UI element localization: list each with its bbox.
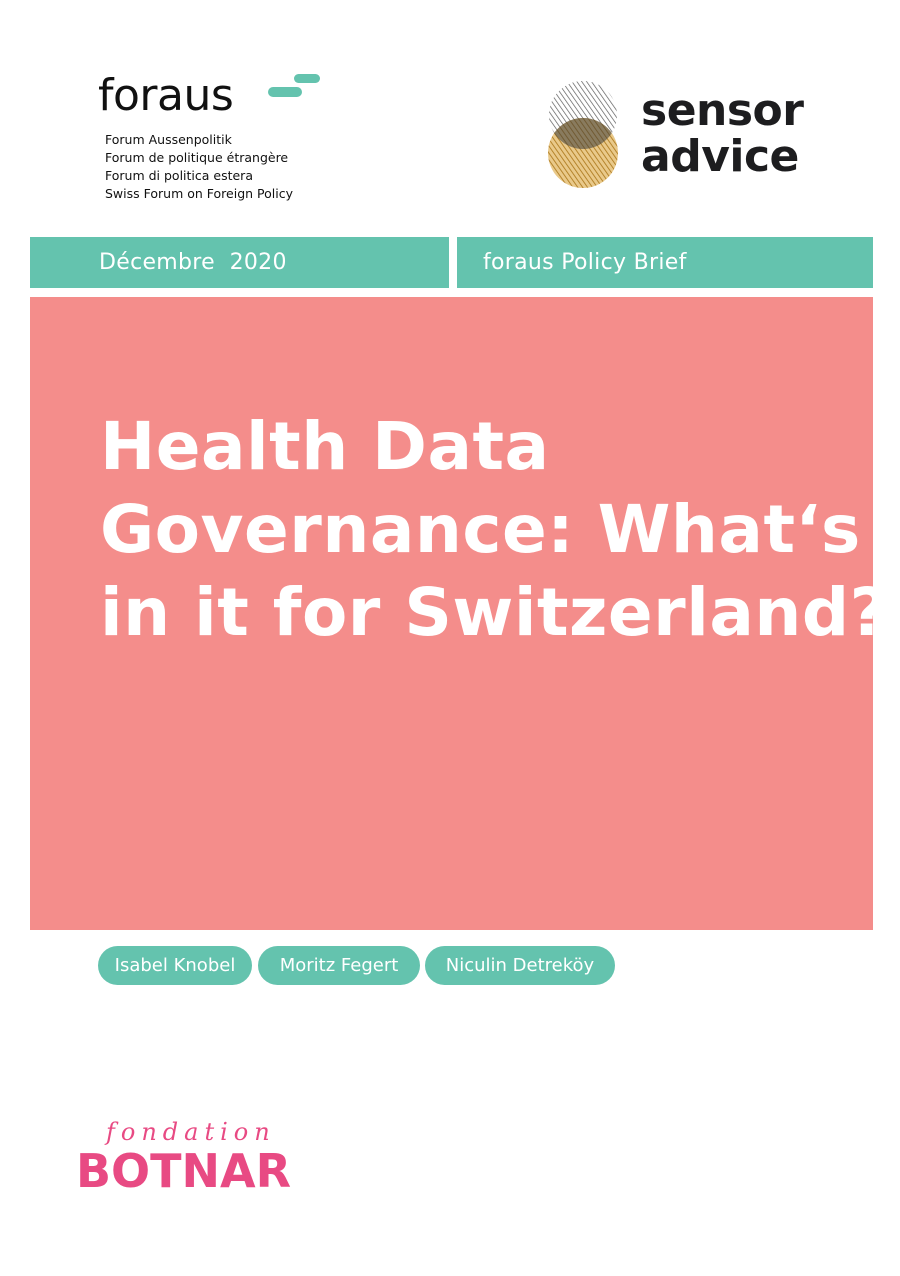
foraus-tagline (105, 131, 293, 203)
title-line: Governance: What‘s (100, 491, 861, 568)
publication-series: foraus Policy Brief (483, 250, 687, 275)
sensor-advice-line: advice (641, 131, 799, 182)
foraus-wordmark: foraus (98, 70, 234, 121)
hero-panel (30, 297, 889, 930)
foraus-accent-dash (268, 87, 302, 97)
publication-date: Décembre 2020 (99, 250, 287, 275)
sensor-advice-mark-icon (546, 80, 621, 190)
date-bar (30, 237, 449, 288)
foraus-tagline-line: Forum Aussenpolitik (105, 132, 232, 147)
foraus-tagline-line: Forum di politica estera (105, 168, 253, 183)
author-badge: Moritz Fegert (258, 946, 420, 985)
author-badge: Isabel Knobel (98, 946, 252, 985)
sensor-advice-wordmark (641, 85, 804, 182)
title-line: in it for Switzerland? (100, 574, 889, 651)
author-badge: Niculin Detreköy (425, 946, 615, 985)
series-bar (457, 237, 873, 288)
title-line: Health Data (100, 408, 550, 485)
foraus-tagline-line: Forum de politique étrangère (105, 150, 289, 165)
foraus-accent-dash (294, 74, 320, 83)
sensor-advice-line: sensor (641, 85, 804, 136)
foraus-tagline-line: Swiss Forum on Foreign Policy (105, 186, 293, 201)
botnar-fondation-text: fondation (106, 1118, 276, 1146)
botnar-wordmark: BOTNAR (76, 1144, 292, 1198)
document-title (100, 405, 889, 654)
fondation-botnar-logo (76, 1118, 306, 1198)
sensor-advice-logo (546, 80, 816, 190)
foraus-logo (98, 70, 328, 210)
